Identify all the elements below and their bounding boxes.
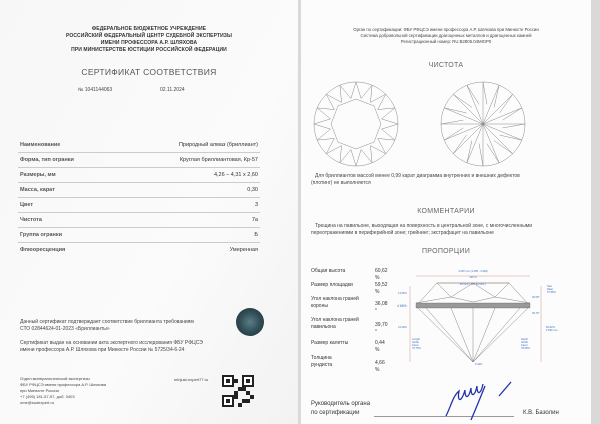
facet-line	[494, 85, 499, 107]
row-label: Наименование	[20, 142, 61, 148]
proportion-label: Угол наклона граней короны	[311, 296, 359, 309]
facet-line	[494, 141, 513, 154]
facet-line	[479, 144, 483, 166]
table-row	[18, 243, 260, 258]
dgf-value: 78.08%	[521, 347, 530, 350]
facet-line	[500, 135, 522, 140]
facet-line	[361, 150, 372, 163]
text-line: СТО 02844624-01-2023 «Бриллианты»	[20, 326, 110, 332]
row-value: 3	[254, 202, 258, 208]
proportion-label: Угол наклона граней павильона	[311, 317, 359, 330]
text-line: переотражениями в периферийной зоне; грейнинг; экстрафацет на павильоне	[311, 230, 494, 236]
table-row	[18, 168, 260, 183]
proportions-diagram	[396, 262, 591, 367]
signature	[441, 376, 521, 424]
certificate-title: СЕРТИФИКАТ СООТВЕТСТВИЯ	[81, 67, 217, 77]
facet-line	[340, 150, 351, 163]
contact-block	[20, 376, 106, 406]
facet-line	[382, 129, 395, 140]
proportion-value: 39,70 °	[375, 322, 388, 335]
facet-line	[382, 119, 398, 124]
signatory-role	[311, 400, 370, 418]
facet-line	[382, 124, 398, 129]
clarity-title: ЧИСТОТА	[428, 62, 464, 69]
facet-line	[340, 85, 351, 98]
total-depth-label: 60.62%	[546, 326, 555, 329]
proportion-value: 59,52 %	[375, 282, 388, 295]
row-value: Б	[254, 232, 258, 238]
pavilion-view-diagram	[441, 82, 525, 166]
facet-line	[467, 141, 472, 163]
header-line: Система добровольной сертификации драгоценных металлов и драгоценных камней	[360, 33, 532, 38]
facet-line	[317, 108, 334, 110]
text-line: Трещина на павильоне, выходящая на поверхность в центральной зоне, с многочисленными	[315, 223, 533, 229]
proportion-label: Общая высота	[311, 268, 346, 274]
facet-line	[356, 150, 361, 166]
table-row	[18, 198, 260, 213]
row-value: Умеренная	[229, 247, 258, 253]
text-line: Для бриллиантов массой менее 0,99 карат диаграмма внутренних и внешних дефектов	[315, 173, 520, 179]
row-label: Цвет	[20, 202, 34, 208]
proportion-value: 60,62 %	[375, 268, 388, 281]
row-value: Круглая бриллиантовая, Кр-57	[179, 157, 258, 163]
text-line: ome@sudexpert.ru	[20, 400, 55, 405]
facet-line	[453, 124, 483, 154]
facet-line	[340, 85, 342, 102]
row-label: Чистота	[20, 217, 42, 223]
crown-angle-label: 36.08°	[532, 296, 540, 299]
certificate-right-page	[301, 0, 591, 424]
table-label: 59.52% ( min 59.04% )	[459, 283, 487, 286]
row-label: Флюоресценция	[20, 247, 66, 253]
crown-view-diagram	[314, 82, 398, 166]
certificate-date: 02.11.2024	[160, 87, 185, 93]
row-value: 4,26 – 4,31 x 2,60	[213, 172, 258, 178]
certification-body-header	[301, 27, 591, 45]
pavilion-angle-label: 39.70°	[532, 312, 540, 315]
facet-line	[483, 124, 513, 154]
facet-line	[503, 108, 522, 120]
text-line: Отдел минералогической экспертизы	[20, 376, 90, 381]
row-value: Природный алмаз (бриллиант)	[178, 142, 258, 148]
proportion-row	[311, 317, 388, 335]
facet-line	[317, 138, 334, 140]
facet-line	[378, 108, 395, 110]
comments-title: КОММЕНТАРИИ	[417, 208, 475, 215]
qr-code	[222, 375, 254, 407]
text-line: Сертификат выдан на основании акта экспертного исследования ФБУ РФЦСЭ	[20, 340, 203, 346]
row-label: Размеры, мм	[20, 172, 56, 178]
facet-line	[444, 108, 466, 113]
certificate-left-page	[0, 0, 298, 424]
facet-line	[500, 94, 513, 113]
conformity-statement	[20, 319, 194, 333]
text-line: +7 (495) 181-57-57, доб. 3403	[20, 394, 75, 399]
facet-line	[317, 129, 330, 140]
proportion-value: 0,44 %	[375, 340, 385, 353]
proportion-label: Размер площадки	[311, 282, 353, 288]
facet-line	[453, 135, 466, 154]
facet-line	[317, 108, 330, 119]
table-row	[18, 153, 260, 168]
clarity-diagrams	[301, 78, 591, 168]
header-line: Регистрационный номер: RU.B2805.04МЮР0	[400, 39, 492, 44]
culet-label: 0.44%	[475, 363, 483, 366]
row-label: Группа огранки	[20, 232, 63, 238]
proportion-row	[311, 296, 388, 314]
proportion-value: 4,66 %	[375, 360, 385, 373]
facet-line	[370, 146, 372, 163]
star-label: Ratio	[547, 288, 554, 291]
girdle-label: 4.66%	[397, 304, 407, 308]
dgf-label: Facet	[521, 344, 528, 347]
signatory-name: К.В. Базолин	[523, 410, 559, 416]
row-label: Форма, тип огранки	[20, 157, 74, 163]
text-line: (плотинг) не выполняется	[311, 180, 371, 186]
crown-height-label: 14.66%	[398, 292, 407, 295]
dgf-label: Depth	[521, 338, 528, 341]
clarity-note	[311, 173, 581, 187]
facet-line	[351, 150, 356, 166]
text-line: по сертификации	[311, 410, 360, 416]
basis-statement	[20, 340, 203, 354]
facet-line	[467, 85, 479, 104]
comments-text	[311, 223, 586, 237]
lgf-value: 76.75%	[412, 347, 421, 350]
row-label: Масса, карат	[20, 187, 55, 193]
header-line: ИМЕНИ ПРОФЕССОРА А.Р. ШЛЯХОВА	[100, 40, 198, 46]
proportion-row	[311, 355, 385, 373]
star-value: 57.58%	[547, 291, 556, 294]
table-row	[18, 228, 260, 243]
total-depth-mm: 2.599 mm	[546, 329, 558, 332]
proportion-label: Размер калетты	[311, 340, 349, 346]
text-line: ФБУ РФЦСЭ имени профессора А.Р. Шляхова	[20, 382, 106, 387]
website-link[interactable]: minjust-expert77.ru	[174, 377, 209, 382]
facet-line	[356, 82, 361, 98]
proportion-label: Толщина рундиста	[311, 355, 333, 368]
header-line: Орган по сертификации: ФБУ РФЦСЭ имени профессора А.Р. Шляхова при Минюсте России	[353, 27, 539, 32]
proportions-title: ПРОПОРЦИИ	[421, 248, 471, 255]
facet-line	[370, 85, 372, 102]
width-pct-label: 100 %	[469, 276, 477, 279]
header-line: РОССИЙСКИЙ ФЕДЕРАЛЬНЫЙ ЦЕНТР СУДЕБНОЙ ЭКСПЕРТИЗЫ	[65, 33, 233, 39]
pavilion-depth-label: 41.29%	[398, 326, 407, 329]
facet-line	[361, 85, 372, 98]
table-row	[18, 183, 260, 198]
proportion-row	[311, 340, 385, 353]
facet-line	[378, 138, 395, 140]
proportion-value: 36,08 °	[375, 301, 388, 314]
facet-line	[351, 82, 356, 98]
row-value: 7а	[251, 217, 258, 223]
lgf-label: Facet	[412, 344, 419, 347]
facet-line	[314, 119, 330, 124]
proportion-row	[311, 268, 388, 281]
facet-line	[444, 128, 463, 140]
facet-line	[503, 124, 525, 128]
facet-line	[314, 124, 330, 129]
lgf-label: Girdle	[412, 341, 419, 344]
text-line: имени профессора А.Р. Шляхова при Минюсте России № 5725/34-6-24	[20, 347, 185, 353]
facet-line	[441, 120, 463, 124]
header-line: ПРИ МИНИСТЕРСТВЕ ЮСТИЦИИ РОССИЙСКОЙ ФЕДЕРАЦИИ	[71, 47, 227, 53]
hologram-seal	[236, 308, 264, 336]
row-value: 0,30	[247, 187, 258, 193]
facet-line	[340, 146, 342, 163]
facet-line	[483, 94, 513, 124]
dgf-label: Girdle	[521, 341, 528, 344]
facet-line	[453, 94, 483, 124]
facet-line	[483, 82, 487, 104]
table-row	[18, 213, 260, 228]
facet-line	[487, 144, 499, 163]
text-line: Данный сертификат подтверждает соответствие бриллианта требованиям	[20, 319, 194, 325]
lgf-label: Length	[412, 338, 420, 341]
facet-line	[453, 94, 472, 107]
text-line: при Минюсте России	[20, 388, 59, 393]
issuer-header	[0, 26, 298, 54]
facet-line	[382, 108, 395, 119]
star-label: Star	[547, 285, 552, 288]
diameter-label: 4.287 mm (4.258 - 4.309)	[458, 270, 488, 273]
proportion-row	[311, 282, 388, 295]
text-line: Руководитель органа	[311, 401, 371, 407]
certificate-number: № 1041144063	[78, 87, 113, 93]
header-line: ФЕДЕРАЛЬНОЕ БЮДЖЕТНОЕ УЧРЕЖДЕНИЕ	[91, 26, 207, 32]
table-row	[18, 138, 260, 153]
